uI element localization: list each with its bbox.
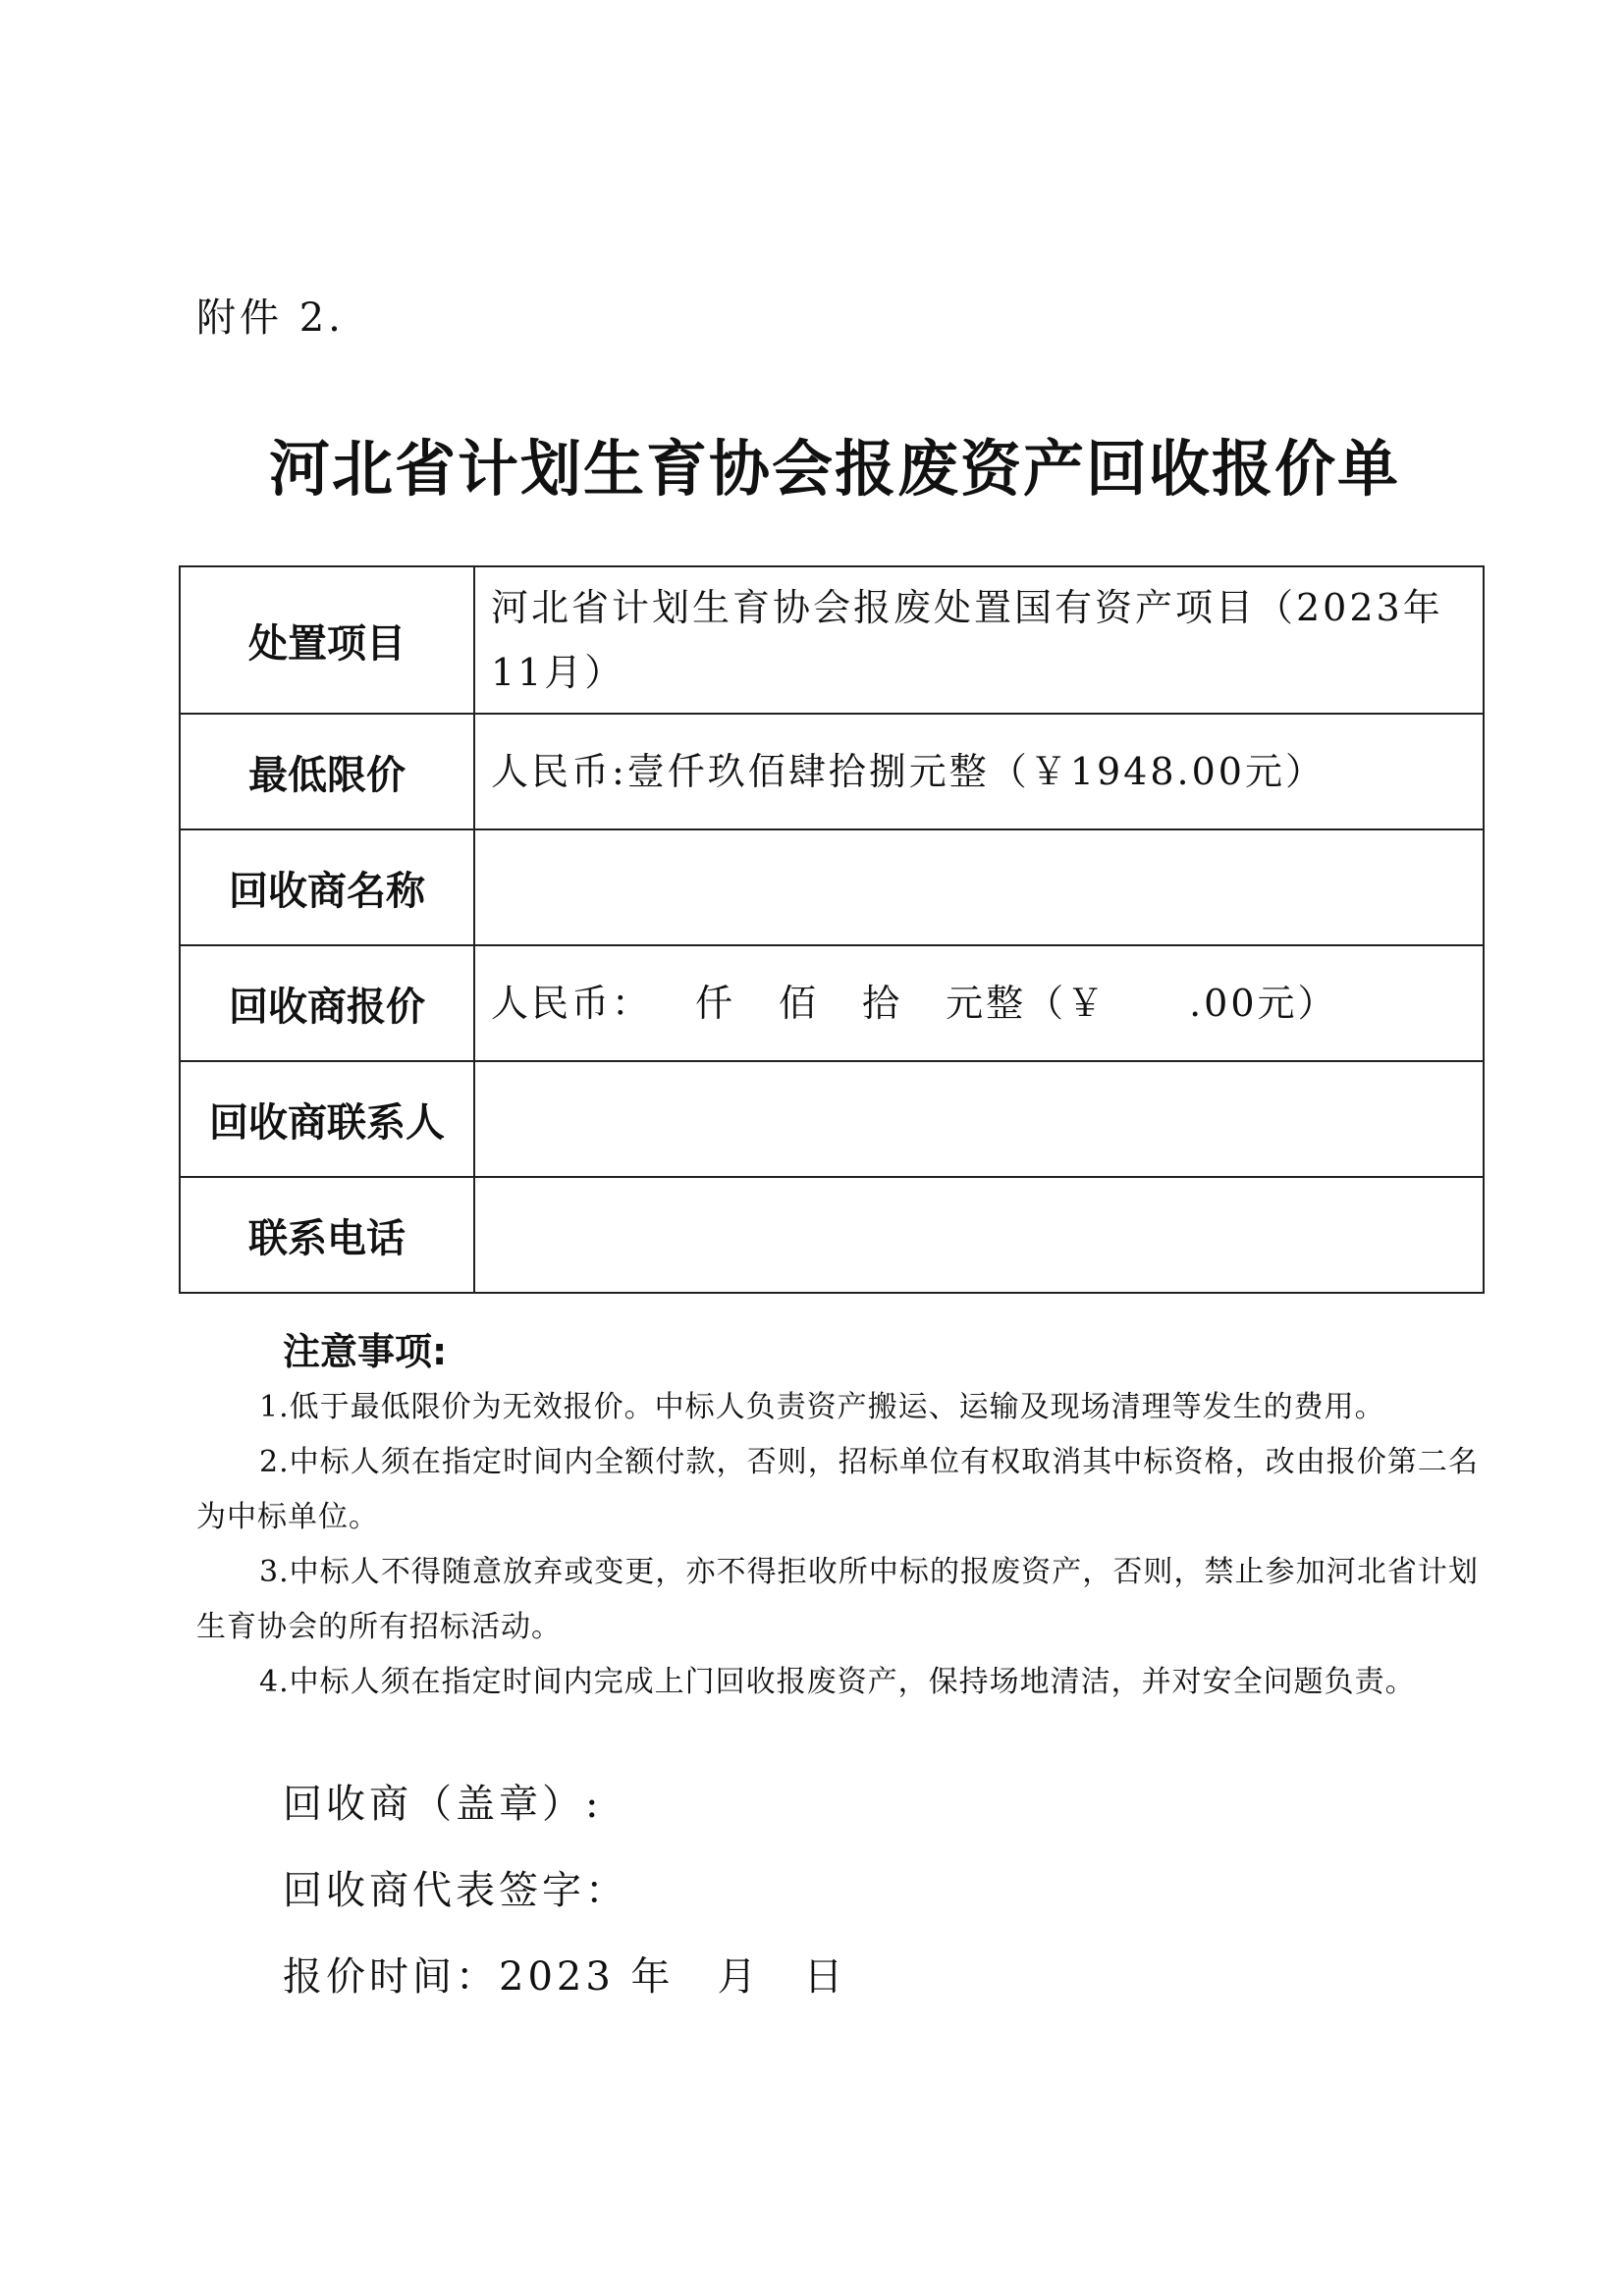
- notes-heading: 注意事项:: [283, 1330, 448, 1373]
- recycler-stamp-line: 回收商（盖章）:: [283, 1782, 603, 1827]
- quote-yuan: 元整（￥: [946, 982, 1108, 1025]
- quote-prefix: 人民币：: [491, 982, 653, 1025]
- min-price-label: 最低限价: [180, 714, 474, 829]
- contact-field[interactable]: [474, 1061, 1484, 1177]
- quote-date-line: [283, 1946, 847, 2002]
- recycler-quote-field[interactable]: [474, 945, 1484, 1061]
- recycler-quote-label: 回收商报价: [180, 945, 474, 1061]
- recycler-name-field[interactable]: [474, 829, 1484, 945]
- note-item-4: 4.中标人须在指定时间内完成上门回收报废资产，保持场地清洁，并对安全问题负责。: [259, 1665, 1416, 1699]
- quote-qian: 仟: [695, 982, 736, 1025]
- phone-label: 联系电话: [180, 1177, 474, 1293]
- phone-field[interactable]: [474, 1177, 1484, 1293]
- date-day: 日: [803, 1954, 847, 2000]
- table-row-contact: [180, 1061, 1484, 1177]
- quote-form-table: [179, 565, 1485, 1294]
- table-row-min-price: [180, 714, 1484, 829]
- table-row-recycler-quote: [180, 945, 1484, 1061]
- project-label: 处置项目: [180, 566, 474, 714]
- attachment-label: 附件 2.: [196, 295, 345, 341]
- contact-label: 回收商联系人: [180, 1061, 474, 1177]
- date-month: 月: [717, 1954, 761, 2000]
- quote-cents: .00元）: [1189, 982, 1338, 1025]
- project-value: 河北省计划生育协会报废处置国有资产项目（2023年11月）: [474, 566, 1484, 714]
- note-item-2: 2.中标人须在指定时间内全额付款，否则，招标单位有权取消其中标资格，改由报价第二名为中标单位。: [196, 1445, 1479, 1534]
- notes-list: [196, 1380, 1479, 1710]
- table-row-recycler-name: [180, 829, 1484, 945]
- min-price-value: 人民币:壹仟玖佰肆拾捌元整（￥1948.00元）: [474, 714, 1484, 829]
- table-row-project: [180, 566, 1484, 714]
- note-item-1: 1.低于最低限价为无效报价。中标人负责资产搬运、运输及现场清理等发生的费用。: [259, 1390, 1385, 1424]
- quote-bai: 佰: [779, 982, 820, 1025]
- quote-shi: 拾: [862, 982, 903, 1025]
- document-title: 河北省计划生育协会报废资产回收报价单: [268, 433, 1400, 505]
- recycler-name-label: 回收商名称: [180, 829, 474, 945]
- date-prefix: 报价时间：2023 年: [283, 1954, 675, 2000]
- note-item-3: 3.中标人不得随意放弃或变更，亦不得拒收所中标的报废资产，否则，禁止参加河北省计划生育协会的所有招标活动。: [196, 1555, 1479, 1644]
- recycler-rep-signature-line: 回收商代表签字：: [283, 1868, 628, 1913]
- table-row-phone: [180, 1177, 1484, 1293]
